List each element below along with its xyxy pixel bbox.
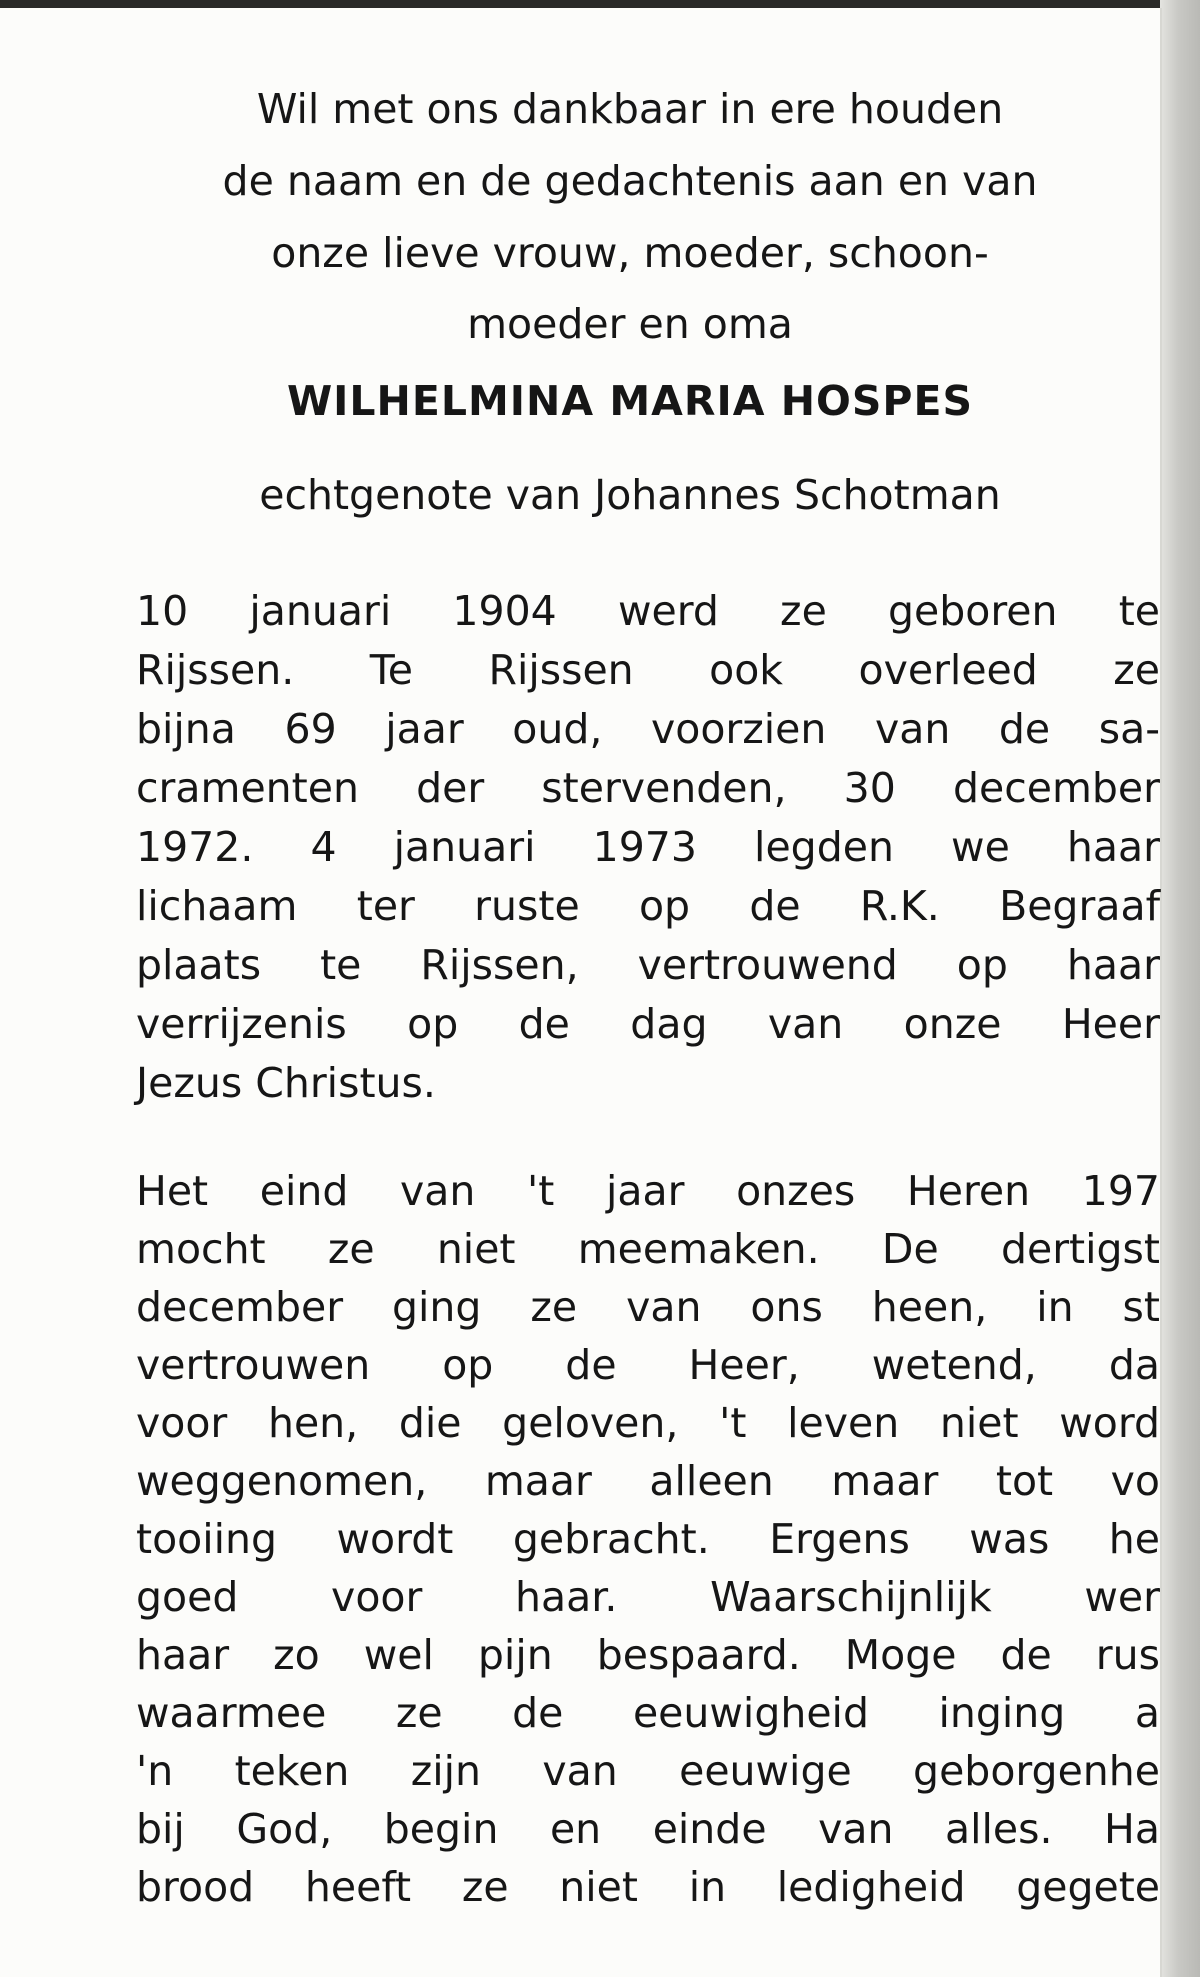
- biography-line: plaats te Rijssen, vertrouwend op haar: [136, 941, 1160, 989]
- biography-line: 1972. 4 januari 1973 legden we haar: [136, 823, 1160, 871]
- reflection-line: mocht ze niet meemaken. De dertigst: [136, 1225, 1160, 1273]
- biography-line: verrijzenis op de dag van onze Heer: [136, 1000, 1160, 1048]
- reflection-line: brood heeft ze niet in ledigheid gegete: [136, 1863, 1160, 1911]
- reflection-line: 'n teken zijn van eeuwige geborgenhe: [136, 1747, 1160, 1795]
- reflection-line: vertrouwen op de Heer, wetend, da: [136, 1341, 1160, 1389]
- reflection-line: goed voor haar. Waarschijnlijk wer: [136, 1573, 1160, 1621]
- reflection-line: voor hen, die geloven, 't leven niet word: [136, 1399, 1160, 1447]
- biography-line: 10 januari 1904 werd ze geboren te: [136, 587, 1160, 635]
- card-edge-line: [1160, 8, 1162, 1977]
- intro-line: de naam en de gedachtenis aan en van: [222, 157, 1038, 205]
- reflection-line: weggenomen, maar alleen maar tot vo: [136, 1457, 1160, 1505]
- deceased-name: WILHELMINA MARIA HOSPES: [286, 377, 974, 425]
- intro-line: moeder en oma: [467, 300, 793, 348]
- card-right-edge: [1160, 0, 1200, 1977]
- biography-line: Rijssen. Te Rijssen ook overleed ze: [136, 646, 1160, 694]
- reflection-line: haar zo wel pijn bespaard. Moge de rus: [136, 1631, 1160, 1679]
- reflection-line: december ging ze van ons heen, in st: [136, 1283, 1160, 1331]
- biography-line: lichaam ter ruste op de R.K. Begraaf: [136, 882, 1160, 930]
- biography-line: cramenten der stervenden, 30 december: [136, 764, 1160, 812]
- biography-line: bijna 69 jaar oud, voorzien van de sa-: [136, 705, 1160, 753]
- reflection-line: bij God, begin en einde van alles. Ha: [136, 1805, 1160, 1853]
- reflection-line: tooiing wordt gebracht. Ergens was he: [136, 1515, 1160, 1563]
- reflection-line: waarmee ze de eeuwigheid inging a: [136, 1689, 1160, 1737]
- biography-line: Jezus Christus.: [136, 1059, 436, 1107]
- card-top-edge: [0, 0, 1200, 8]
- intro-line: onze lieve vrouw, moeder, schoon-: [271, 229, 989, 277]
- reflection-line: Het eind van 't jaar onzes Heren 197: [136, 1167, 1160, 1215]
- intro-line: Wil met ons dankbaar in ere houden: [256, 85, 1004, 133]
- spouse-line: echtgenote van Johannes Schotman: [259, 471, 1001, 519]
